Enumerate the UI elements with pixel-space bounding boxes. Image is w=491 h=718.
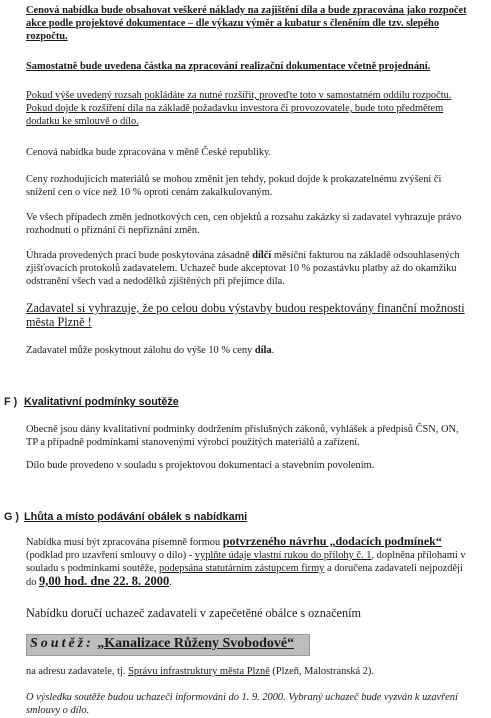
emphasis-text: potvrzeného návrhu „dodacích podmínek“: [222, 534, 442, 548]
emphasis-text: vyplňte údaje vlastní rukou do přílohy č. 1: [194, 550, 372, 561]
paragraph-budget-scope: [26, 4, 471, 43]
section-g-heading: [4, 511, 247, 524]
paragraph-text: O výsledku soutěže budou uchazeči informováni do 1. 9. 2000. Vybraný uchazeč bude vyzván k uzavření smlouvy o dílo.: [26, 692, 458, 716]
paragraph-text: a doručena zadavateli nejpozději do: [26, 563, 463, 588]
paragraph-text: , doplněna přílohami v souladu s podmínkami soutěže,: [26, 550, 466, 574]
paragraph-currency: [26, 146, 471, 159]
paragraph-quality-conditions: [26, 423, 471, 449]
paragraph-text: Nabídka musí být zpracována písemně formou: [26, 537, 223, 548]
paragraph-text: měsíční fakturou na základě odsouhlasených zjišťovacích protokolů zadavatelem. Uchazeč bude akceptovat 10 % pozastávku platby až do okamžiku odstranění všech vad a nedodělků zjištěných při přejímce díla.: [26, 250, 460, 287]
paragraph-text: .: [169, 577, 172, 588]
paragraph-offer-submission: [26, 535, 471, 589]
paragraph-text: Cenová nabídka bude zpracována v měně České republiky.: [26, 147, 272, 158]
paragraph-advance: [26, 344, 471, 357]
competition-name: „Kanalizace Růženy Svobodové“: [97, 636, 295, 651]
paragraph-address: [26, 665, 471, 678]
emphasis-text: podepsána statutárním zástupcem firmy: [159, 563, 325, 574]
paragraph-text: Pokud výše uvedený rozsah pokládáte za nutné rozšířit, proveďte toto v samostatném oddílu rozpočtu. Pokud dojde k rozšíření díla na základě požadavku investora či provozovatele, bude toto předmětem dodatku ke smlouvě o dílo.: [26, 90, 452, 127]
paragraph-text: Úhrada provedených prací bude poskytována zásadně: [26, 250, 253, 261]
section-title: Kvalitativní podmínky soutěže: [24, 396, 179, 408]
deadline-text: 9,00 hod. dne 22. 8. 2000: [39, 574, 170, 588]
competition-label: [30, 636, 294, 652]
paragraph-text: na adresu zadavatele, tj.: [26, 666, 129, 677]
section-title: Lhůta a místo podávání obálek s nabídkami: [24, 511, 248, 523]
paragraph-envelope: [26, 606, 471, 620]
paragraph-material-prices: [26, 173, 471, 199]
paragraph-text: Zadavatel může poskytnout zálohu do výše 10 % ceny: [26, 345, 255, 356]
paragraph-text: (Plzeň, Malostranská 2).: [269, 666, 374, 677]
paragraph-text: Zadavatel si vyhrazuje, že po celou dobu výstavby budou respektovány finanční možnosti města Plzně !: [26, 301, 465, 329]
paragraph-text: Dílo bude provedeno v souladu s projektovou dokumentací a stavebním povolením.: [26, 460, 375, 471]
paragraph-text: .: [271, 345, 275, 356]
paragraph-text: Ceny rozhodujících materiálů se mohou změnit jen tehdy, pokud dojde k prokazatelnému zvýšení či snížení cen o více než 10 % oproti cenám zakalkulovaným.: [26, 174, 442, 198]
paragraph-price-changes: [26, 211, 471, 237]
section-letter: F ): [4, 396, 18, 408]
emphasis-text: díla: [254, 345, 272, 356]
paragraph-text: Ve všech případech změn jednotkových cen, cen objektů a rozsahu zakázky si zadavatel vyhrazuje právo rozhodnutí o přiznání či nepřiznání změn.: [26, 212, 462, 236]
competition-label-prefix: Soutěž:: [30, 636, 94, 651]
section-letter: G ): [4, 511, 19, 523]
paragraph-text: Nabídku doručí uchazeč zadavateli v zapečetěné obálce s označením: [26, 606, 361, 620]
paragraph-project-compliance: [26, 459, 471, 472]
paragraph-realization-docs: [26, 60, 471, 73]
paragraph-payment: [26, 249, 471, 288]
section-f-heading: [4, 396, 179, 409]
paragraph-text: Cenová nabídka bude obsahovat veškeré náklady na zajištění díla a bude zpracována jako rozpočet akce podle projektové dokumentace – dle výkazu výměr a kubatur s členěním dle tzv. slepého rozpočtu.: [26, 5, 467, 42]
emphasis-text: dílčí: [252, 250, 272, 261]
paragraph-scope-extension: [26, 89, 471, 128]
emphasis-text: Správu infrastruktury města Plzně: [128, 666, 270, 677]
paragraph-text: Obecně jsou dány kvalitativní podmínky dodržením příslušných zákonů, vyhlášek a předpisů ČSN, ON, TP a případně podmínkami stanovenými výrobci použitých materiálů a zařízení.: [26, 424, 459, 448]
paragraph-financial-limits: [26, 301, 471, 329]
paragraph-results: [26, 691, 471, 717]
paragraph-text: (podklad pro uzavření smlouvy o dílo) -: [26, 550, 195, 561]
paragraph-text: Samostatně bude uvedena částka na zpracování realizační dokumentace včetně projednání.: [26, 61, 431, 72]
